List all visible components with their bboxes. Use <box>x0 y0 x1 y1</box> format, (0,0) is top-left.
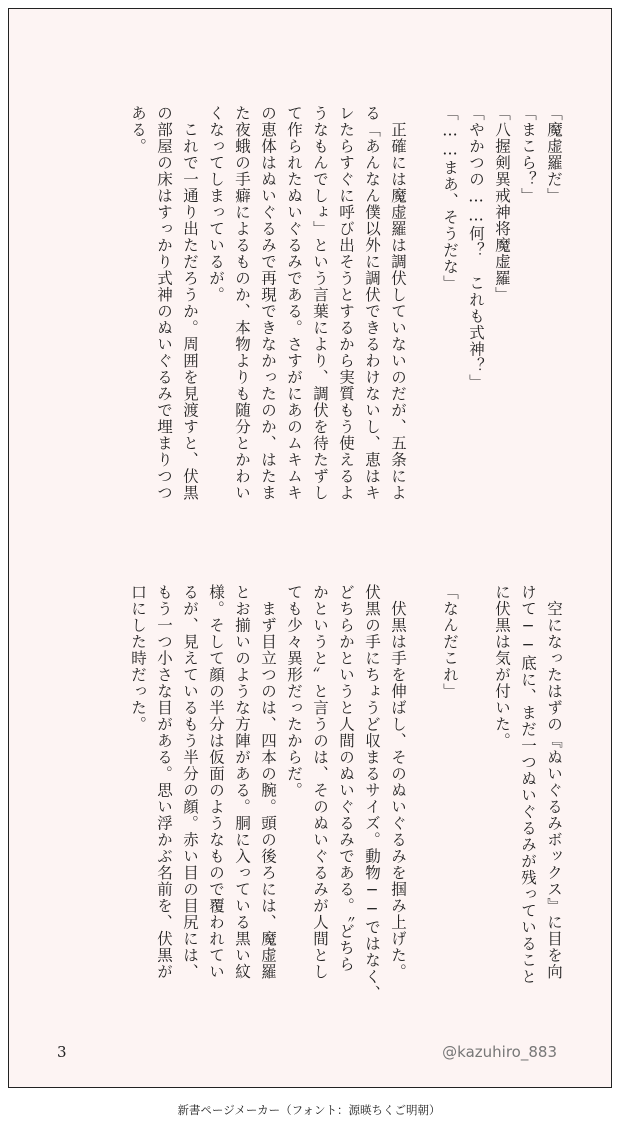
text-line: ある。 <box>129 105 147 155</box>
text-line: るが、見えているもう半分の顔。赤い目の目尻には、 <box>181 584 199 980</box>
text-line <box>411 105 437 535</box>
text-line: 様。そして顔の半分は仮面のようなもので覆われてい <box>207 584 225 980</box>
text-line: に伏黒は気が付いた。 <box>493 584 511 749</box>
text-line: る「あんなん僕以外に調伏できるわけないし、恵はキ <box>363 105 381 501</box>
text-line: まず目立つのは、四本の腕。頭の後ろには、魔虚羅 <box>259 584 277 980</box>
text-line: た夜蛾の手癖によるものか、本物よりも随分とかわい <box>233 105 251 501</box>
text-line: 「八握剣異戒神将魔虚羅」 <box>493 105 511 303</box>
text-line <box>411 584 437 1024</box>
text-line: の部屋の床はすっかり式神のぬいぐるみで埋まりつつ <box>155 105 173 501</box>
page-number: 3 <box>57 1043 67 1061</box>
text-line: これで一通り出ただろうか。周囲を見渡すと、伏黒 <box>181 105 199 501</box>
text-line: 空になったはずの『ぬいぐるみボックス』に目を向 <box>545 584 563 980</box>
text-line: 「……まあ、そうだな」 <box>441 105 459 292</box>
text-line: て作られたぬいぐるみである。さすがにあのムキムキ <box>285 105 303 501</box>
text-line: 口にした時だった。 <box>129 584 147 733</box>
text-line: 伏黒は手を伸ばし、そのぬいぐるみを掴み上げた。 <box>389 584 407 980</box>
text-line: の恵体はぬいぐるみで再現できなかったのか、はたま <box>259 105 277 501</box>
text-line: 正確には魔虚羅は調伏していないのだが、五条によ <box>389 105 407 501</box>
text-block-top <box>125 105 567 535</box>
text-line: 「まこら？」 <box>519 105 537 204</box>
text-line: とお揃いのような方陣がある。胴に入っている黒い紋 <box>233 584 251 980</box>
text-block-bottom <box>125 584 567 1024</box>
book-page <box>8 8 612 1088</box>
text-line: かというと〟と言うのは、そのぬいぐるみが人間とし <box>311 584 329 980</box>
text-line: もう一つ小さな目がある。思い浮かぶ名前を、伏黒が <box>155 584 173 980</box>
text-line: けて──底に、まだ一つぬいぐるみが残っていること <box>519 584 537 985</box>
text-line <box>463 584 489 1024</box>
text-line: 「魔虚羅だ」 <box>545 105 563 204</box>
text-line: 伏黒の手にちょうど収まるサイズ。動物──ではなく、 <box>363 584 381 1002</box>
text-line: 「やかつの……何？ これも式神？」 <box>467 105 485 391</box>
text-line: くなってしまっているが。 <box>207 105 225 303</box>
text-line: レたらすぐに呼び出そうとするから実質もう使えるよ <box>337 105 355 501</box>
text-line: どちらかというと人間のぬいぐるみである。〝どちら <box>337 584 355 973</box>
text-line: うなもんでしょ」という言葉により、調伏を待たずし <box>311 105 329 501</box>
text-line: 「なんだこれ」 <box>441 584 459 700</box>
text-line: ても少々異形だったからだ。 <box>285 584 303 799</box>
author-handle: @kazuhiro_883 <box>442 1043 557 1061</box>
generator-credit: 新書ページメーカー（フォント：源暎ちくご明朝） <box>177 1103 441 1117</box>
